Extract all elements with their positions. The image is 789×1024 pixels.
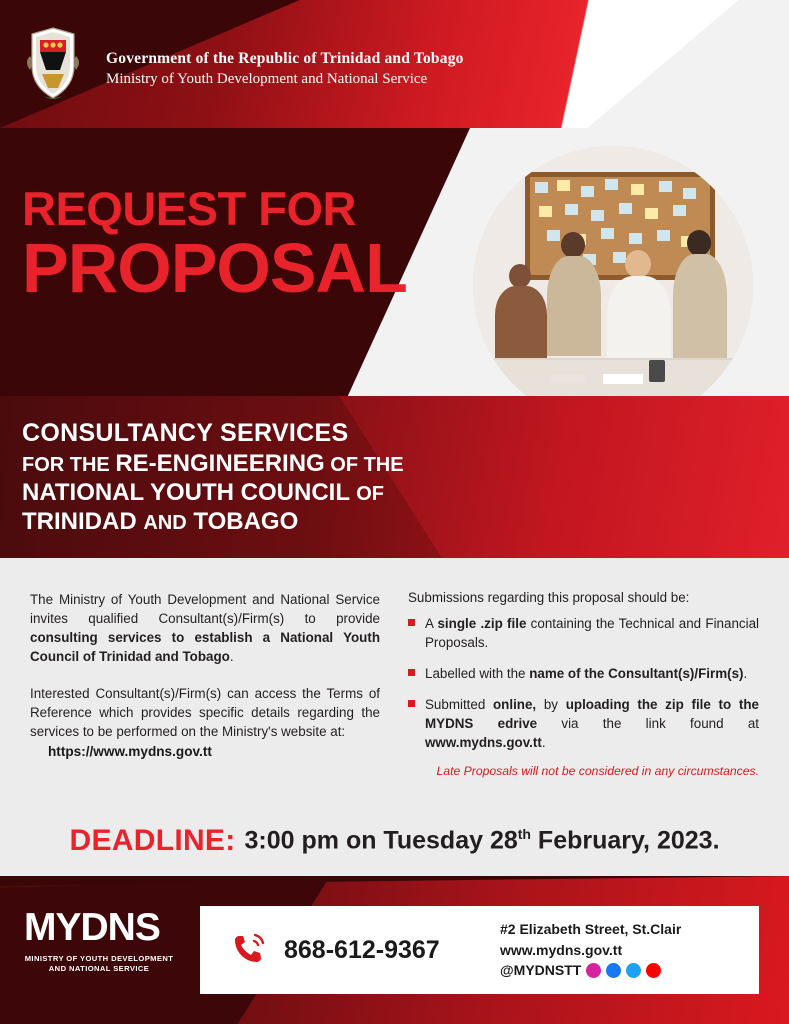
instagram-icon[interactable] [586, 963, 601, 978]
deadline-label: DEADLINE: [69, 824, 236, 857]
paragraph-1-post: . [229, 649, 234, 665]
banner-line-4-bold2: TOBAGO [186, 508, 299, 536]
bullet-2-bold: name of the Consultant(s)/Firm(s) [529, 666, 744, 682]
deadline-value-post: February, 2023. [530, 826, 720, 855]
address-block [500, 919, 681, 980]
phone-block[interactable] [200, 931, 500, 969]
banner-line-2-pre: FOR THE [22, 453, 116, 476]
bullet-3-bold3[interactable]: www.mydns.gov.tt [425, 735, 542, 751]
bullet-3-pre: Submitted [425, 697, 493, 713]
list-item [408, 695, 759, 752]
body-content [0, 558, 789, 806]
paragraph-1-bold: consulting services to establish a National Youth Council of Trinidad and Tobago [30, 630, 380, 665]
title-line-1: REQUEST FOR [22, 182, 356, 235]
bullet-2-pre: Labelled with the [425, 666, 530, 682]
facebook-icon[interactable] [606, 963, 621, 978]
address-line-2[interactable]: www.mydns.gov.tt [500, 941, 623, 958]
phone-icon [230, 931, 268, 969]
footer-contact-card [200, 906, 759, 994]
list-item [408, 664, 759, 683]
gov-title: Government of the Republic of Trinidad and Tobago [106, 50, 464, 67]
mydns-logo [24, 908, 174, 975]
banner-line-4-small: AND [143, 512, 187, 535]
subject-banner [0, 396, 789, 558]
ministry-title: Ministry of Youth Development and National Service [106, 71, 428, 87]
banner-text [22, 418, 404, 536]
trinidad-tobago-coat-of-arms-icon [22, 26, 84, 104]
bullet-3-bold: online, [493, 697, 537, 713]
address-line-1: #2 Elizabeth Street, St.Clair [500, 921, 682, 938]
paragraph-2: Interested Consultant(s)/Firm(s) can access the Terms of Reference which provides specific details regarding the services to be performed on the Ministry's website at: [30, 686, 380, 740]
mydns-logo-tagline: MINISTRY OF YOUTH DEVELOPMENT AND NATIONAL SERVICE [24, 954, 174, 974]
late-proposal-note: Late Proposals will not be considered in any circumstances. [436, 764, 759, 779]
bullet-3-bold2: uploading the zip file to the MYDNS edrive [425, 697, 759, 732]
deadline-value-pre: 3:00 pm on Tuesday 28 [244, 826, 518, 855]
page-header [0, 0, 789, 128]
bullet-3-mid: by [536, 697, 566, 713]
paragraph-1-pre: The Ministry of Youth Development and National Service invites qualified Consultant(s)/Firm(s) to provide [30, 592, 380, 627]
list-item [408, 614, 759, 652]
submission-requirements-list [408, 614, 759, 752]
banner-line-2-post: OF THE [324, 453, 404, 476]
banner-line-4-bold: TRINIDAD [22, 508, 144, 536]
social-handle: @MYDNSTT [500, 962, 582, 979]
bullet-1-pre: A [425, 616, 438, 631]
paragraph-1 [30, 590, 380, 666]
phone-number[interactable]: 868-612-9367 [284, 935, 440, 964]
banner-line-3-small: OF [356, 482, 385, 505]
left-column [30, 590, 380, 806]
right-column [408, 590, 759, 806]
submissions-heading: Submissions regarding this proposal should be: [408, 590, 690, 605]
header-titles [106, 50, 464, 88]
banner-line-1: CONSULTANCY SERVICES [22, 419, 349, 447]
deadline-value [245, 826, 720, 855]
deadline-value-sup: th [517, 826, 531, 843]
deadline-bar [0, 806, 789, 876]
mydns-logo-text: MYDNS [24, 906, 160, 949]
bullet-1-post: containing the Technical and Financial Proposals. [425, 616, 759, 651]
page-footer [0, 876, 789, 1024]
banner-line-3-bold: NATIONAL YOUTH COUNCIL [22, 478, 357, 506]
team-meeting-photo [473, 146, 753, 396]
bullet-3-tail: . [541, 735, 546, 751]
social-row [500, 960, 681, 980]
banner-line-2-bold: RE-ENGINEERING [115, 449, 325, 477]
bullet-3-post: via the link found at [537, 716, 759, 732]
title-line-2: PROPOSAL [22, 228, 407, 307]
bullet-1-bold: single .zip file [437, 616, 527, 631]
bullet-2-post: . [743, 666, 748, 682]
twitter-icon[interactable] [626, 963, 641, 978]
hero-section [0, 128, 789, 396]
youtube-icon[interactable] [646, 963, 661, 978]
page-title [22, 182, 407, 307]
website-link[interactable]: https://www.mydns.gov.tt [48, 744, 212, 760]
